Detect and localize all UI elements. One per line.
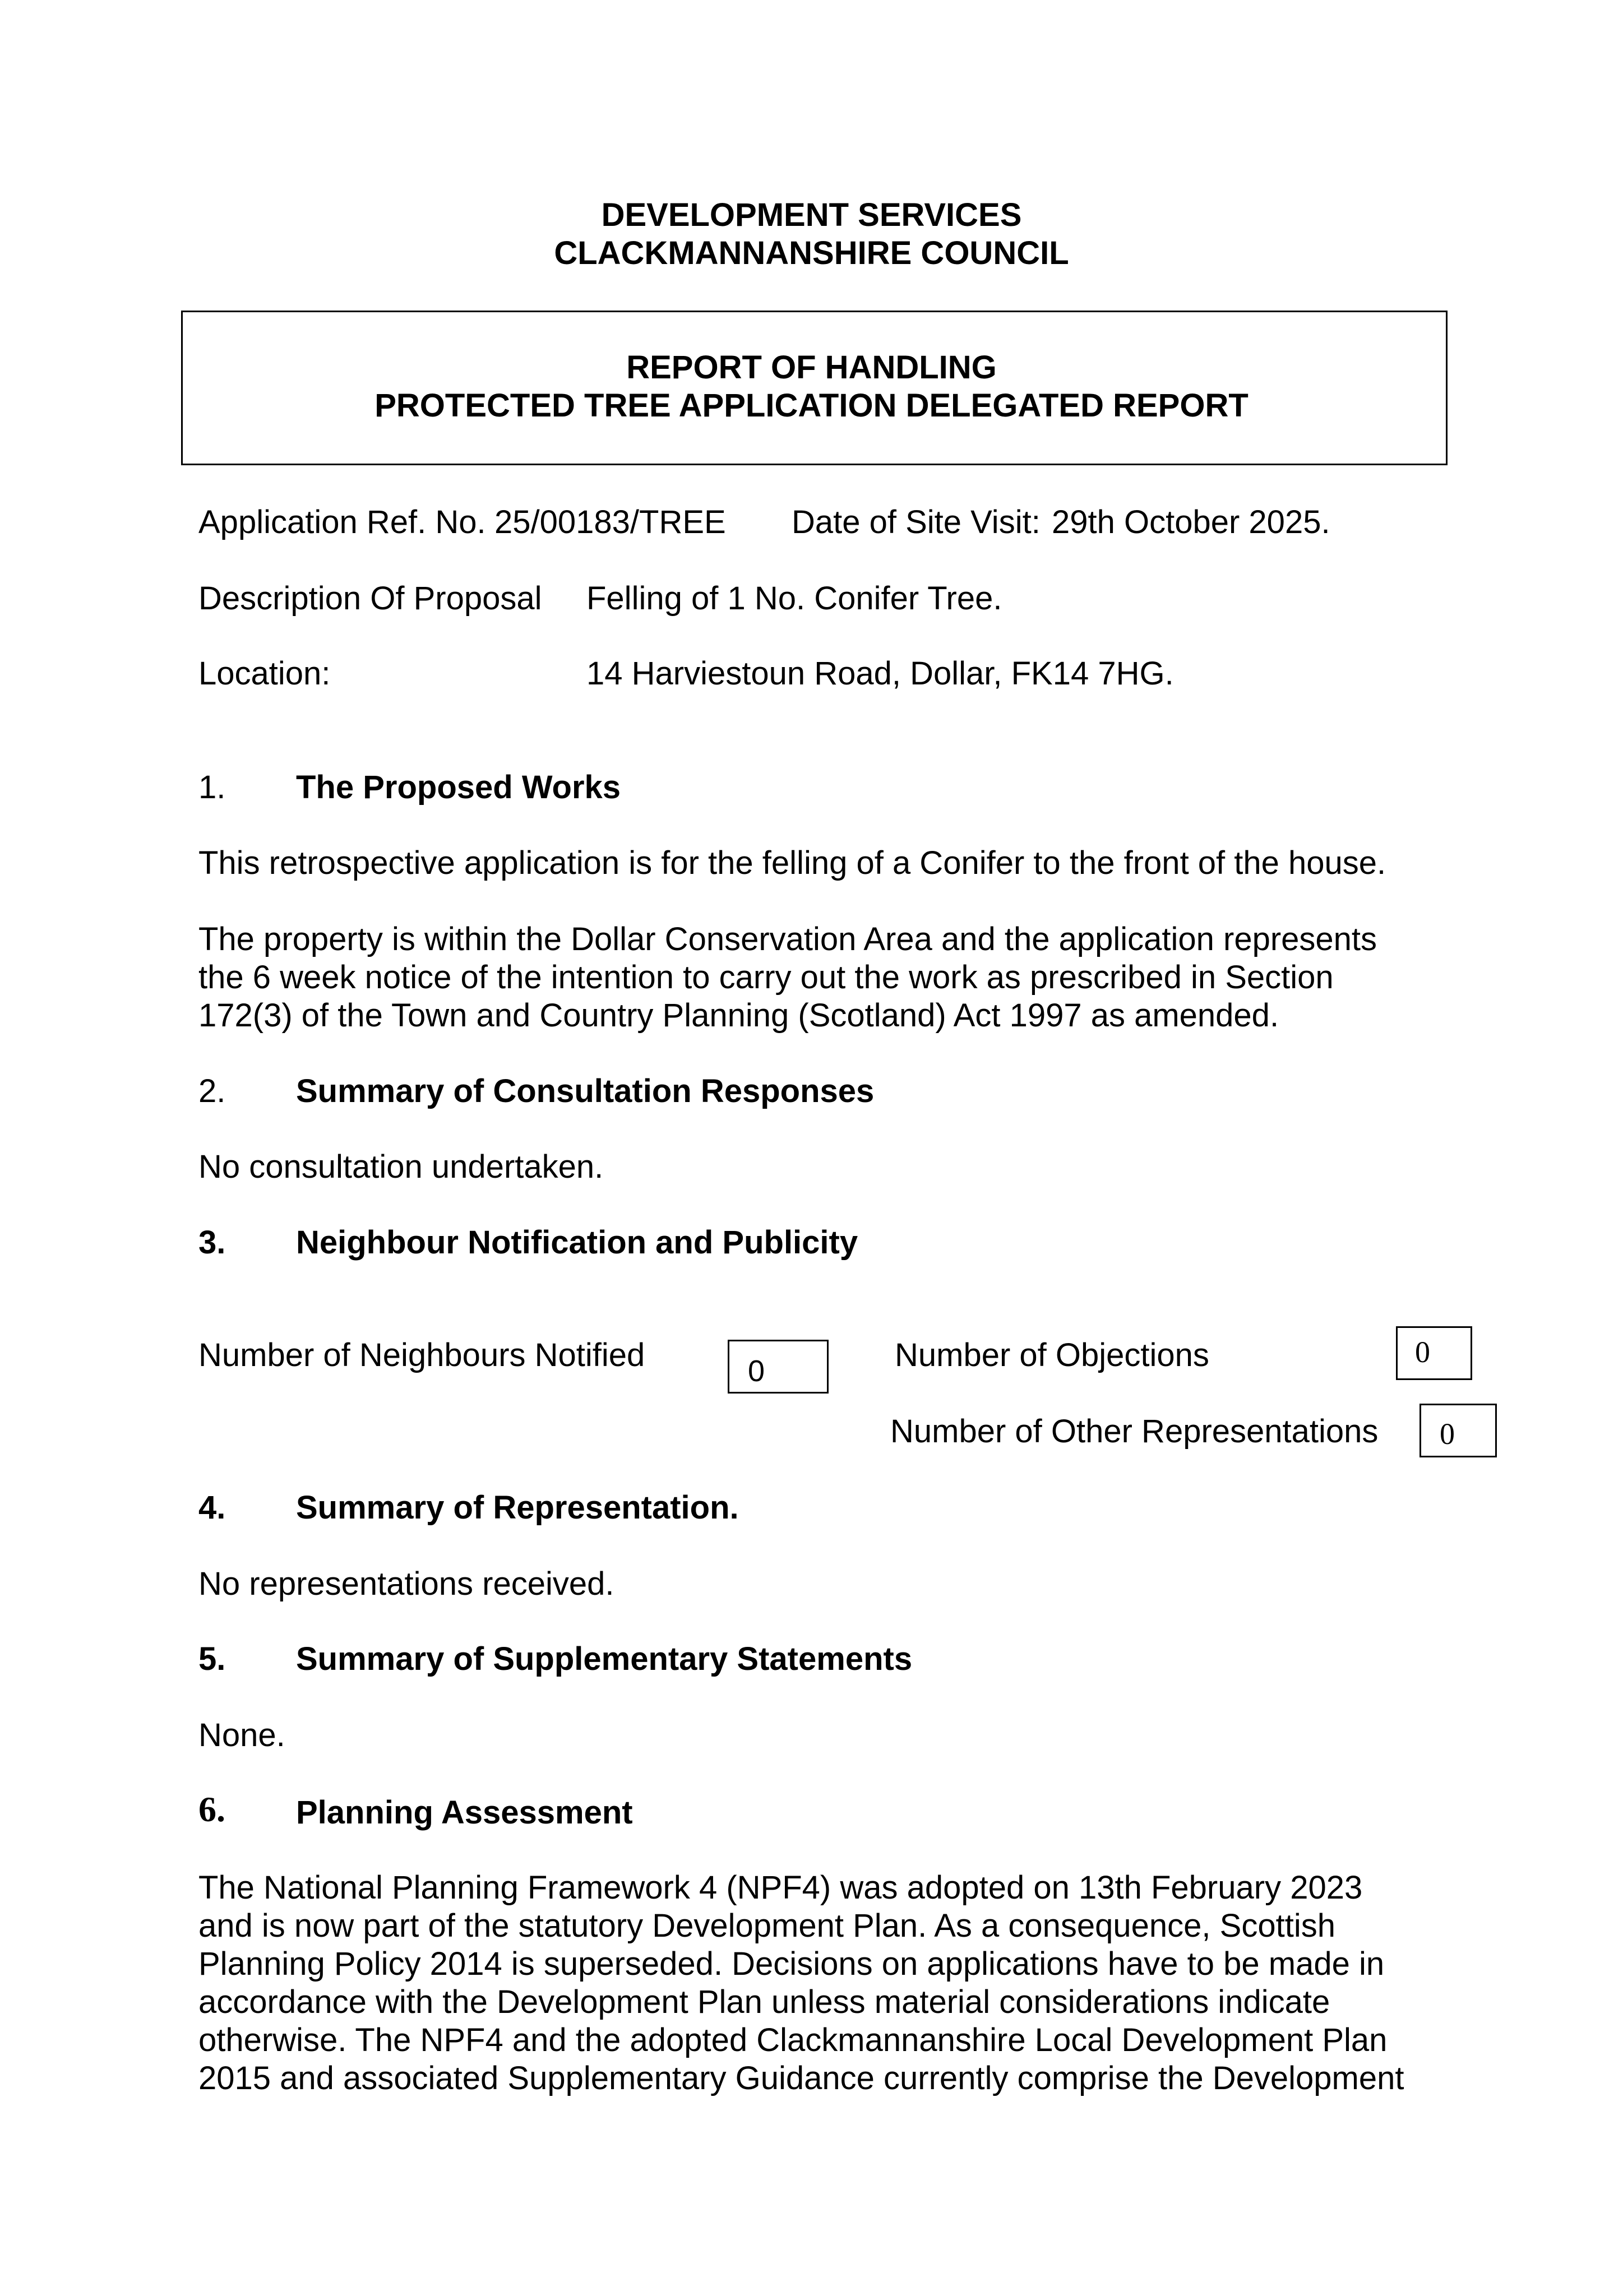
neighbours-notified-value: 0 bbox=[748, 1354, 765, 1388]
other-representations-box bbox=[1419, 1404, 1497, 1457]
report-subtitle: PROTECTED TREE APPLICATION DELEGATED REPORT bbox=[374, 387, 1249, 424]
site-visit-label: Date of Site Visit: bbox=[792, 504, 1041, 540]
objections-box bbox=[1396, 1326, 1472, 1380]
department-heading: DEVELOPMENT SERVICES bbox=[601, 197, 1022, 233]
other-representations-label: Number of Other Representations bbox=[890, 1413, 1379, 1450]
location-label: Location: bbox=[198, 655, 331, 692]
section-1-paragraph-2-line-2: the 6 week notice of the intention to carry out the work as prescribed in Section bbox=[198, 959, 1334, 996]
section-1-title: The Proposed Works bbox=[296, 769, 621, 806]
objections-label: Number of Objections bbox=[895, 1337, 1209, 1373]
section-3-title: Neighbour Notification and Publicity bbox=[296, 1224, 858, 1261]
section-5-number: 5. bbox=[198, 1641, 226, 1677]
proposal-value: Felling of 1 No. Conifer Tree. bbox=[586, 580, 1002, 617]
section-6-line-3: Planning Policy 2014 is superseded. Decisions on applications have to be made in bbox=[198, 1946, 1385, 1982]
section-5-title: Summary of Supplementary Statements bbox=[296, 1641, 913, 1677]
section-1-paragraph-2-line-1: The property is within the Dollar Conservation Area and the application represents bbox=[198, 921, 1377, 957]
section-4-number: 4. bbox=[198, 1489, 226, 1526]
section-2-title: Summary of Consultation Responses bbox=[296, 1073, 875, 1109]
neighbours-notified-label: Number of Neighbours Notified bbox=[198, 1337, 645, 1373]
section-2-body: No consultation undertaken. bbox=[198, 1149, 604, 1185]
section-1-paragraph-2-line-3: 172(3) of the Town and Country Planning (Scotland) Act 1997 as amended. bbox=[198, 997, 1279, 1034]
section-2-number: 2. bbox=[198, 1073, 226, 1109]
location-value: 14 Harviestoun Road, Dollar, FK14 7HG. bbox=[586, 655, 1174, 692]
section-4-title: Summary of Representation. bbox=[296, 1489, 739, 1526]
section-4-body: No representations received. bbox=[198, 1566, 614, 1602]
council-heading: CLACKMANNANSHIRE COUNCIL bbox=[554, 235, 1069, 271]
other-representations-value: 0 bbox=[1440, 1417, 1455, 1451]
section-6-line-2: and is now part of the statutory Development Plan. As a consequence, Scottish bbox=[198, 1908, 1335, 1944]
report-title: REPORT OF HANDLING bbox=[626, 349, 997, 386]
neighbours-notified-box bbox=[728, 1340, 829, 1394]
section-6-number: 6. bbox=[198, 1789, 225, 1829]
section-6-line-5: otherwise. The NPF4 and the adopted Clackmannanshire Local Development Plan bbox=[198, 2022, 1388, 2058]
application-ref-value: 25/00183/TREE bbox=[494, 504, 726, 540]
section-6-line-6: 2015 and associated Supplementary Guidance currently comprise the Development bbox=[198, 2060, 1404, 2096]
application-ref-label: Application Ref. No. bbox=[198, 504, 486, 540]
section-6-line-4: accordance with the Development Plan unless material considerations indicate bbox=[198, 1984, 1330, 2020]
section-3-number: 3. bbox=[198, 1224, 226, 1261]
section-6-title: Planning Assessment bbox=[296, 1794, 633, 1831]
proposal-label: Description Of Proposal bbox=[198, 580, 542, 617]
objections-value: 0 bbox=[1415, 1335, 1430, 1369]
section-6-line-1: The National Planning Framework 4 (NPF4) was adopted on 13th February 2023 bbox=[198, 1869, 1363, 1906]
site-visit-value: 29th October 2025. bbox=[1052, 504, 1330, 540]
section-1-number: 1. bbox=[198, 769, 226, 806]
section-5-body: None. bbox=[198, 1717, 285, 1753]
section-1-paragraph-1: This retrospective application is for the felling of a Conifer to the front of the house. bbox=[198, 845, 1386, 881]
